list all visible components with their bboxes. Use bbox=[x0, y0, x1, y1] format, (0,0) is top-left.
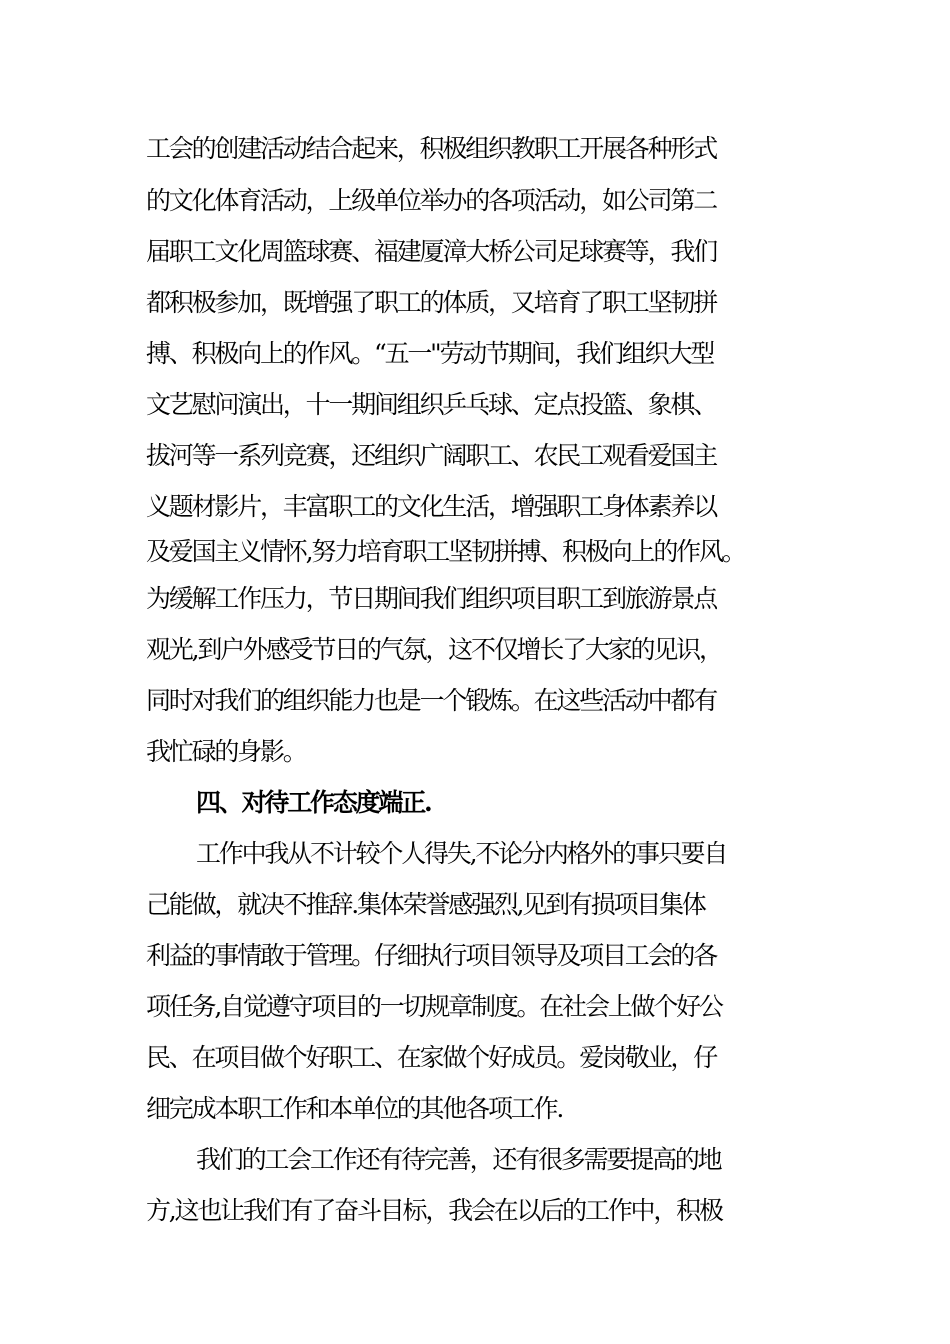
text-line: 细完成本职工作和本单位的其他各项工作. bbox=[146, 1094, 563, 1123]
text-line: 工作中我从不计较个人得失,不论分内格外的事只要自 bbox=[196, 839, 727, 868]
text-line: 方,这也让我们有了奋斗目标，我会在以后的工作中，积极 bbox=[146, 1196, 722, 1225]
text-line: 我们的工会工作还有待完善，还有很多需要提高的地 bbox=[196, 1145, 721, 1174]
text-line: 观光,到户外感受节日的气氛，这不仅增长了大家的见识， bbox=[146, 635, 722, 664]
text-line: 项任务,自觉遵守项目的一切规章制度。在社会上做个好公 bbox=[146, 992, 722, 1021]
text-line: 拔河等一系列竞赛，还组织广阔职工、农民工观看爱国主 bbox=[146, 441, 717, 470]
text-line: 届职工文化周篮球赛、福建厦漳大桥公司足球赛等，我们 bbox=[146, 237, 717, 266]
text-line: 义题材影片，丰富职工的文化生活，增强职工身体素养以 bbox=[146, 492, 717, 521]
text-line: 同时对我们的组织能力也是一个锻炼。在这些活动中都有 bbox=[146, 686, 717, 715]
text-line: 都积极参加，既增强了职工的体质，又培育了职工坚韧拼 bbox=[146, 288, 717, 317]
section-heading: 四、对待工作态度端正. bbox=[196, 788, 431, 817]
text-line: 搏、积极向上的作风。“五一"劳动节期间，我们组织大型 bbox=[146, 339, 714, 368]
text-line: 的文化体育活动，上级单位举办的各项活动，如公司第二 bbox=[146, 186, 717, 215]
text-line: 民、在项目做个好职工、在家做个好成员。爱岗敬业，仔 bbox=[146, 1043, 717, 1072]
text-line: 工会的创建活动结合起来，积极组织教职工开展各种形式 bbox=[146, 134, 717, 163]
text-line: 为缓解工作压力，节日期间我们组织项目职工到旅游景点 bbox=[146, 584, 717, 613]
text-line: 文艺慰问演出，十一期间组织乒乓球、定点投篮、象棋、 bbox=[146, 390, 717, 419]
text-line: 及爱国主义情怀,努力培育职工坚韧拼搏、积极向上的作风。 bbox=[146, 537, 745, 566]
text-line: 己能做，就决不推辞.集体荣誉感强烈,见到有损项目集体 bbox=[146, 890, 705, 919]
text-line: 利益的事情敢于管理。仔细执行项目领导及项目工会的各 bbox=[146, 941, 717, 970]
text-line: 我忙碌的身影。 bbox=[146, 737, 306, 766]
